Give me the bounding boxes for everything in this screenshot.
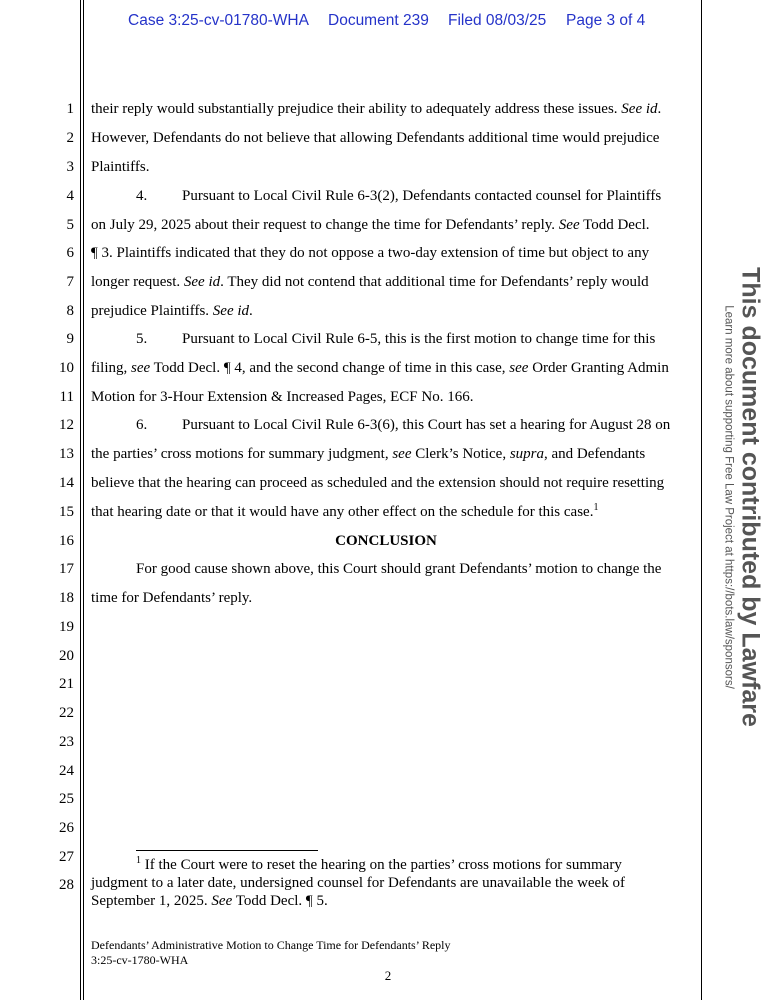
body-line: on July 29, 2025 about their request to change the time for Defendants’ reply. See Todd Decl. xyxy=(91,217,650,233)
line-number: 17 xyxy=(59,561,74,577)
line-number: 19 xyxy=(59,619,74,635)
line-number: 13 xyxy=(59,446,74,462)
line-number: 6 xyxy=(66,245,74,261)
line-number: 25 xyxy=(59,791,74,807)
body-line: filing, see Todd Decl. ¶ 4, and the second change of time in this case, see Order Granting Admin xyxy=(91,360,669,376)
line-number: 5 xyxy=(66,217,74,233)
line-number: 10 xyxy=(59,360,74,376)
body-line: the parties’ cross motions for summary judgment, see Clerk’s Notice, supra, and Defendants xyxy=(91,446,646,462)
header-document-number: Document 239 xyxy=(328,12,429,29)
line-number: 24 xyxy=(59,763,74,779)
footnote-line: judgment to a later date, undersigned counsel for Defendants are unavailable the week of xyxy=(91,875,625,891)
body-line: For good cause shown above, this Court should grant Defendants’ motion to change the xyxy=(136,561,662,577)
line-number: 3 xyxy=(66,159,74,175)
footnote-mark: 1 xyxy=(136,855,141,866)
header-filed-date: Filed 08/03/25 xyxy=(448,12,547,29)
paragraph-6-line: 6. Pursuant to Local Civil Rule 6-3(6), this Court has set a hearing for August 28 on xyxy=(136,417,671,433)
line-number: 18 xyxy=(59,590,74,606)
paragraph-number: 4. xyxy=(136,188,148,204)
line-number: 16 xyxy=(59,533,74,549)
body-line: that hearing date or that it would have any other effect on the schedule for this case.$^1$ xyxy=(91,502,599,520)
body-line: Motion for 3-Hour Extension & Increased Pages, ECF No. 166. xyxy=(91,389,474,405)
body-line: longer request. See id. They did not contend that additional time for Defendants’ reply would xyxy=(91,274,649,290)
header-case-number: Case 3:25-cv-01780-WHA xyxy=(128,12,309,29)
body-line: time for Defendants’ reply. xyxy=(91,590,253,606)
line-number: 9 xyxy=(66,331,74,347)
line-number: 12 xyxy=(59,417,74,433)
footer-case-number: 3:25-cv-1780-WHA xyxy=(91,953,189,967)
left-margin-rule-inner xyxy=(83,0,84,1000)
line-number: 11 xyxy=(59,389,74,405)
paragraph-4-line: 4. Pursuant to Local Civil Rule 6-3(2), Defendants contacted counsel for Plaintiffs xyxy=(136,188,662,204)
conclusion-heading: CONCLUSION xyxy=(335,533,437,549)
left-margin-rule xyxy=(80,0,81,1000)
line-number: 7 xyxy=(66,274,74,290)
line-number: 2 xyxy=(66,130,74,146)
line-number: 14 xyxy=(59,475,74,491)
line-number: 20 xyxy=(59,648,74,664)
line-number: 4 xyxy=(66,188,74,204)
page-number: 2 xyxy=(384,968,392,983)
watermark-subtitle[interactable]: Learn more about supporting Free Law Project at https://bots.law/sponsors/ xyxy=(722,305,735,689)
line-number: 22 xyxy=(59,705,74,721)
line-number: 26 xyxy=(59,820,74,836)
body-line: However, Defendants do not believe that allowing Defendants additional time would prejudice xyxy=(91,130,660,146)
line-number: 15 xyxy=(59,504,74,520)
header-page-count: Page 3 of 4 xyxy=(566,12,646,29)
paragraph-number: 5. xyxy=(136,331,148,347)
right-margin-rule xyxy=(701,0,702,1000)
line-number: 21 xyxy=(59,676,74,692)
ecf-header xyxy=(0,12,773,34)
body-line: their reply would substantially prejudice their ability to adequately address these issues. See id. xyxy=(91,101,662,117)
line-number: 28 xyxy=(59,877,74,893)
footnote-line: $^1$ If the Court were to reset the hearing on the parties’ cross motions for summary xyxy=(136,855,622,873)
watermark-title: This document contributed by Lawfare xyxy=(736,267,765,727)
footnote-separator xyxy=(136,850,318,851)
line-number: 27 xyxy=(59,849,74,865)
body-line: Plaintiffs. xyxy=(91,159,150,175)
body-line: believe that the hearing can proceed as scheduled and the extension should not require resetting xyxy=(91,475,665,491)
body-line: ¶ 3. Plaintiffs indicated that they do not oppose a two-day extension of time but object to any xyxy=(91,245,650,261)
paragraph-5-line: 5. Pursuant to Local Civil Rule 6-5, this is the first motion to change time for this xyxy=(136,331,656,347)
paragraph-number: 6. xyxy=(136,417,148,433)
line-number: 8 xyxy=(66,303,74,319)
footer-title: Defendants’ Administrative Motion to Change Time for Defendants’ Reply xyxy=(91,938,451,952)
line-number: 23 xyxy=(59,734,74,750)
line-number: 1 xyxy=(66,101,74,117)
footnote-reference[interactable]: 1 xyxy=(593,502,599,513)
footnote-line: September 1, 2025. See Todd Decl. ¶ 5. xyxy=(91,893,328,909)
body-line: prejudice Plaintiffs. See id. xyxy=(91,303,253,319)
